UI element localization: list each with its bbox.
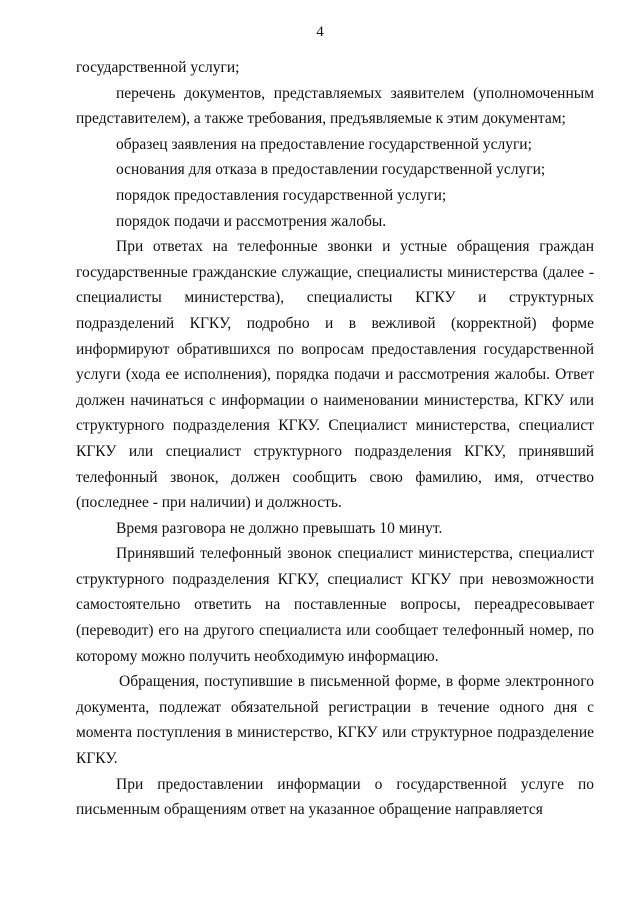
paragraph: порядок подачи и рассмотрения жалобы. (116, 212, 387, 230)
paragraph: основания для отказа в предоставлении государственной услуги; (116, 161, 546, 179)
document-body (76, 55, 594, 823)
paragraph: Обращения, поступившие в письменной форме, в форме электронного документа, подлежат обязательной регистрации в течение одного дня с момента поступления в министерство, КГКУ или структурное подразделение КГКУ. (76, 673, 594, 768)
paragraph: государственной услуги; (76, 59, 240, 76)
paragraph: перечень документов, представляемых заявителем (уполномоченным представителем), а также требования, предъявляемые к этим документам; (76, 84, 594, 128)
paragraph: Время разговора не должно превышать 10 минут. (116, 519, 443, 537)
paragraph: При ответах на телефонные звонки и устные обращения граждан государственные гражданские служащие, специалисты министерства (далее - специалисты министерства), специалисты КГКУ и структурных подразделений КГКУ, подробно и в вежливой (корректной) форме информируют обратившихся по вопросам предоставления государственной услуги (хода ее исполнения), порядка подачи и рассмотрения жалобы. Ответ должен начинаться с информации о наименовании министерства, КГКУ или структурного подразделения КГКУ. Специалист министерства, специалист КГКУ или специалист структурного подразделения КГКУ, принявший телефонный звонок, должен сообщить свою фамилию, имя, отчество (последнее - при наличии) и должность. (76, 238, 594, 512)
paragraph: Принявший телефонный звонок специалист министерства, специалист структурного подразделения КГКУ, специалист КГКУ при невозможности самостоятельно ответить на поставленные вопросы, переадресовывает (переводит) его на другого специалиста или сообщает телефонный номер, по которому можно получить необходимую информацию. (76, 545, 594, 665)
paragraph: образец заявления на предоставление государственной услуги; (116, 135, 532, 153)
paragraph: порядок предоставления государственной услуги; (116, 186, 447, 204)
page-number: 4 (316, 24, 324, 40)
paragraph: При предоставлении информации о государственной услуге по письменным обращениям ответ на указанное обращение направляется (76, 775, 594, 819)
